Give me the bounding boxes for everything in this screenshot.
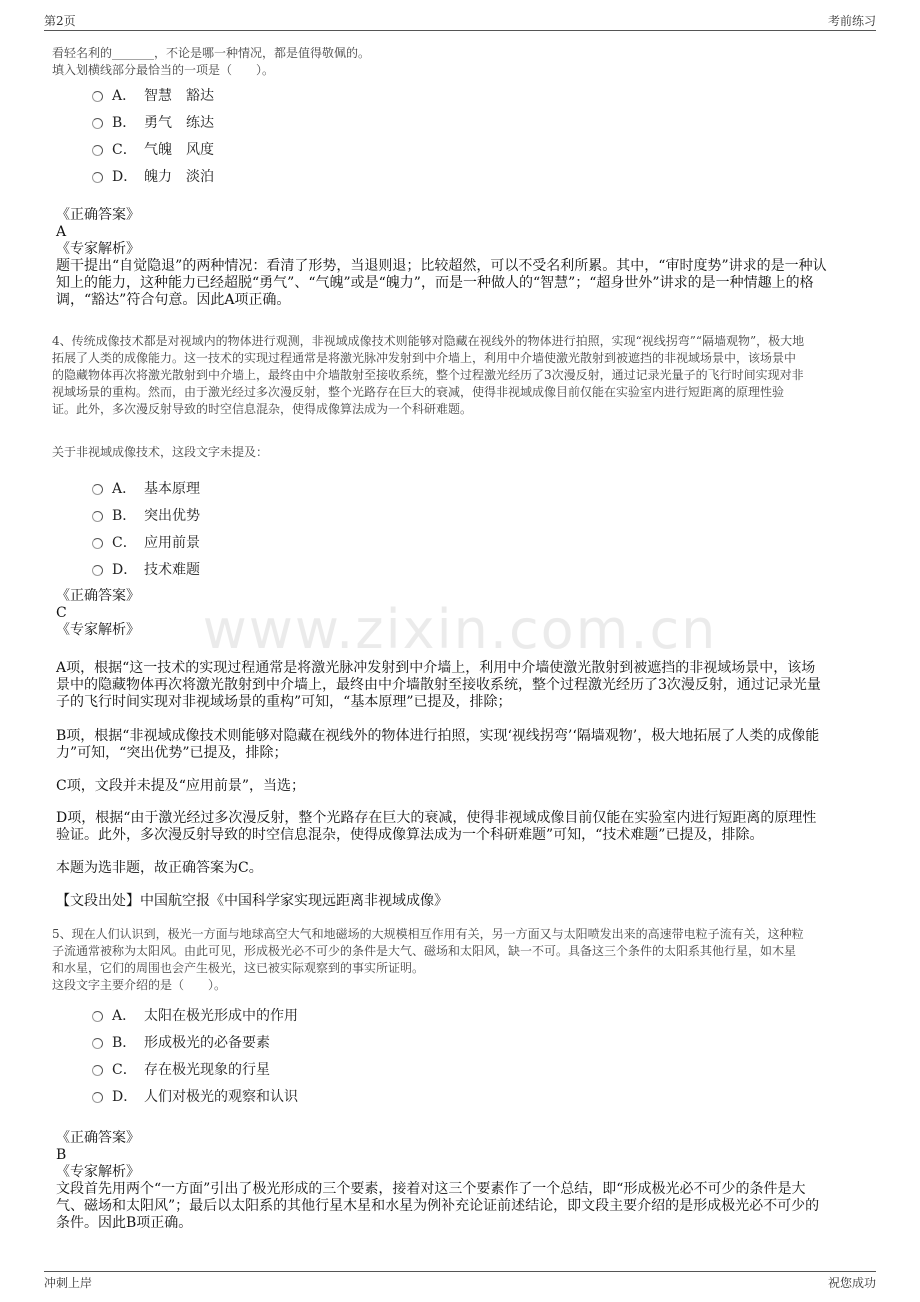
radio-icon[interactable] [92,1038,103,1049]
analysis-line: 调，“豁达”符合句意。因此A项正确。 [56,292,291,308]
q4-option-c[interactable]: C． 应用前景 [92,528,200,555]
q4-option-a[interactable]: A． 基本原理 [92,474,200,501]
analysis-line: 条件。因此B项正确。 [56,1215,193,1231]
page-footer [44,1271,876,1292]
q3-option-d[interactable]: D． 魄力 淡泊 [92,162,214,189]
q3-option-a[interactable]: A． 智慧 豁达 [92,81,214,108]
radio-icon[interactable] [92,118,103,129]
analysis-line: 知上的能力，这种能力已经超脱“勇气”、“气魄”或是“魄力”，而是一种做人的“智慧”；“超身世外”讲求的是一种情趣上的格 [56,275,814,291]
page-number: 第2页 [44,14,76,28]
q5-answer-block [56,1130,876,1232]
analysis-line: 景中的隐藏物体再次将激光散射到中介墙上，最终由中介墙散射至接收系统，整个过程激光经历了3次漫反射，通过记录光量 [56,677,821,693]
radio-icon[interactable] [92,1092,103,1103]
page-header [44,12,876,31]
footer-right: 祝您成功 [827,1276,876,1290]
analysis-line: 验证。此外，多次漫反射导致的时空信息混杂，使得成像算法成为一个科研难题”可知，“技术难题”已提及，排除。 [56,827,764,843]
answer-value: C [56,605,67,621]
analysis-title: 《专家解析》 [56,1164,140,1180]
radio-icon[interactable] [92,511,103,522]
watermark: www.zixin.com.cn [202,598,718,661]
q3-option-b[interactable]: B． 勇气 练达 [92,108,214,135]
answer-title: 《正确答案》 [56,588,140,604]
analysis-line: 子的飞行时间实现对非视域场景的重构”可知，“基本原理”已提及，排除； [56,694,512,710]
paragraph-line: 和水星，它们的周围也会产生极光，这已被实际观察到的事实所证明。 [52,961,425,975]
q4-source: 【文段出处】中国航空报《中国科学家实现远距离非视域成像》 [56,893,448,909]
analysis-line: 文段首先用两个“一方面”引出了极光形成的三个要素，接着对这三个要素作了一个总结，即“形成极光必不可少的条件是大 [56,1181,806,1197]
q4-paragraph [52,333,876,418]
analysis-line: 气、磁场和太阳风”；最后以太阳系的其他行星木星和水星为例补充论证前述结论，即文段主要介绍的是形成极光必不可少的 [56,1198,820,1214]
paragraph-line: 4、传统成像技术都是对视域内的物体进行观测，非视域成像技术则能够对隐藏在视线外的物体进行拍照，实现“视线拐弯”“隔墙观物”，极大地 [52,334,805,348]
analysis-line: 题干提出“自觉隐退”的两种情况：看清了形势，当退则退；比较超然，可以不受名利所累。其中，“审时度势”讲求的是一种认 [56,258,827,274]
radio-icon[interactable] [92,1065,103,1076]
answer-title: 《正确答案》 [56,207,140,223]
q5-paragraph [52,926,876,994]
paragraph-line: 这段文字主要介绍的是（ ）。 [52,978,227,992]
radio-icon[interactable] [92,172,103,183]
footer-left: 冲刺上岸 [44,1276,93,1290]
q4-analysis-c: C项，文段并未提及“应用前景”，当选； [56,778,306,794]
paragraph-line: 子流通常被称为太阳风。由此可见，形成极光必不可少的条件是大气、磁场和太阳风，缺一不可。具备这三个条件的太阳系其他行星，如木星 [52,944,797,958]
q5-option-c[interactable]: C． 存在极光现象的行星 [92,1055,298,1082]
q5-option-d[interactable]: D． 人们对极光的观察和认识 [92,1082,298,1109]
radio-icon[interactable] [92,565,103,576]
q4-question: 关于非视域成像技术，这段文字未提及： [52,445,269,459]
paragraph-line: 拓展了人类的成像能力。这一技术的实现过程通常是将激光脉冲发射到中介墙上，利用中介墙使激光散射到被遮挡的非视域场景中，该场景中 [52,351,797,365]
q4-analysis-d [56,810,876,844]
q3-stem [52,45,876,79]
answer-value: B [56,1147,67,1163]
q4-analysis-b [56,728,876,762]
q3-options [92,81,214,189]
analysis-line: A项，根据“这一技术的实现过程通常是将激光脉冲发射到中介墙上，利用中介墙使激光散射到被遮挡的非视域场景中，该场 [56,660,816,676]
q4-answer-block [56,588,876,639]
radio-icon[interactable] [92,484,103,495]
q4-analysis-a [56,660,876,711]
q4-options [92,474,200,582]
q5-option-b[interactable]: B． 形成极光的必备要素 [92,1028,298,1055]
radio-icon[interactable] [92,538,103,549]
q3-option-c[interactable]: C． 气魄 风度 [92,135,214,162]
analysis-title: 《专家解析》 [56,241,140,257]
paragraph-line: 视域场景的重构。然而，由于激光经过多次漫反射，整个光路存在巨大的衰减，使得非视域成像目前仅能在实验室内进行短距离的原理性验 [52,385,785,399]
paragraph-line: 5、现在人们认识到，极光一方面与地球高空大气和地磁场的大规模相互作用有关，另一方面又与太阳喷发出来的高速带电粒子流有关，这种粒 [52,927,804,941]
q5-option-a[interactable]: A． 太阳在极光形成中的作用 [92,1001,298,1028]
analysis-line: D项，根据“由于激光经过多次漫反射，整个光路存在巨大的衰减，使得非视域成像目前仅能在实验室内进行短距离的原理性 [56,810,817,826]
q4-conclusion: 本题为选非题，故正确答案为C。 [56,860,263,876]
radio-icon[interactable] [92,91,103,102]
paragraph-line: 证。此外，多次漫反射导致的时空信息混杂，使得成像算法成为一个科研难题。 [52,402,473,416]
answer-value: A [56,224,67,240]
q3-stem-line: 看轻名利的_______，不论是哪一种情况，都是值得敬佩的。 [52,46,371,60]
paragraph-line: 的隐藏物体再次将激光散射到中介墙上，最终由中介墙散射至接收系统，整个过程激光经历了3次漫反射，通过记录光量子的飞行时间实现对非 [52,368,804,382]
radio-icon[interactable] [92,145,103,156]
q3-answer-block [56,207,876,309]
q3-stem-line: 填入划横线部分最恰当的一项是（ ）。 [52,63,275,77]
analysis-line: B项，根据“非视域成像技术则能够对隐藏在视线外的物体进行拍照，实现‘视线拐弯’‘隔墙观物’，极大地拓展了人类的成像能 [56,728,820,744]
analysis-title: 《专家解析》 [56,622,140,638]
radio-icon[interactable] [92,1011,103,1022]
analysis-line: 力”可知，“突出优势”已提及，排除； [56,745,288,761]
answer-title: 《正确答案》 [56,1130,140,1146]
header-title: 考前练习 [827,14,876,28]
q4-option-b[interactable]: B． 突出优势 [92,501,200,528]
q4-option-d[interactable]: D． 技术难题 [92,555,200,582]
q5-options [92,1001,298,1109]
